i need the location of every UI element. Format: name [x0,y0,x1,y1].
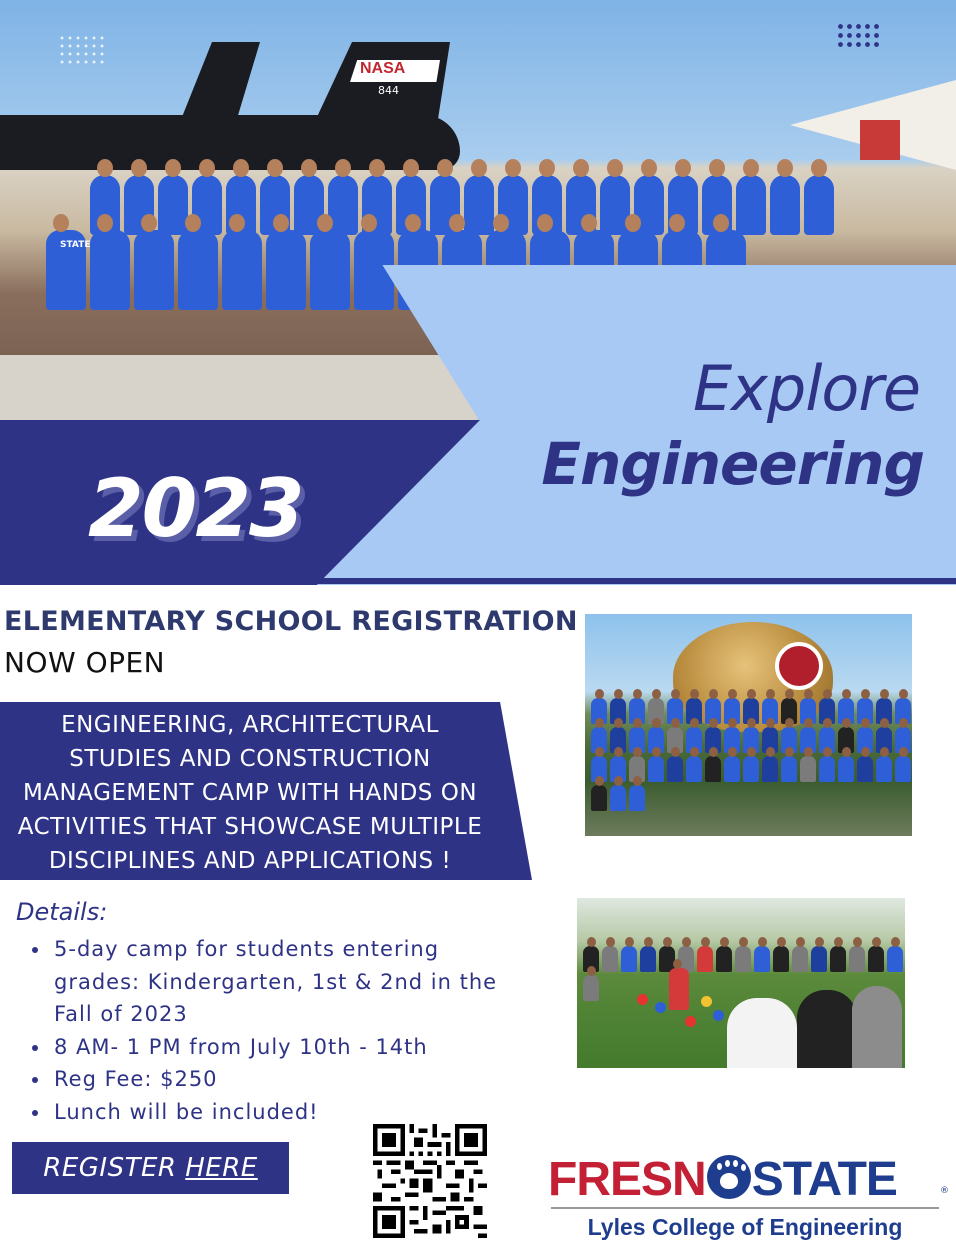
ball [637,994,648,1005]
register-here-link[interactable]: HERE [185,1153,258,1183]
nasa-text: NASA [360,60,406,77]
register-button[interactable] [12,1142,289,1194]
logo-divider [551,1207,939,1209]
details-item: Lunch will be included! [30,1096,510,1129]
registration-status: NOW OPEN [4,646,166,679]
outdoor-activity-photo [577,898,905,1068]
description-text [0,708,500,878]
student-foreground [852,986,902,1068]
description-line: MANAGEMENT CAMP WITH HANDS ON [22,780,478,806]
decorative-dots [836,22,882,48]
qr-code[interactable] [373,1124,487,1238]
crowd [591,698,911,811]
student-foreground [727,998,797,1068]
year-label: 2023 [88,462,303,555]
instructor [669,968,689,1010]
decorative-dots [58,34,104,64]
description-line: ENGINEERING, ARCHITECTURAL [61,712,439,738]
registration-heading: ELEMENTARY SCHOOL REGISTRATION [4,606,578,637]
details-item: 8 AM- 1 PM from July 10th - 14th [30,1031,510,1064]
details-title: Details: [16,898,108,926]
ball [713,1010,724,1021]
ball [685,1016,696,1027]
bulldog-paw-icon [707,1155,751,1199]
details-item: 5-day camp for students entering grades: Kindergarten, 1st & 2nd in the Fall of 2023 [30,933,510,1031]
group-photo-helmet [585,614,912,836]
title-engineering: Engineering [541,430,924,498]
ball [701,996,712,1007]
description-line: STUDIES AND CONSTRUCTION [69,746,431,772]
divider-rule [0,578,956,584]
registered-mark: ® [940,1186,949,1196]
register-label: REGISTER [43,1153,177,1183]
student-foreground [797,990,857,1068]
fresno-state-logo [548,1152,897,1207]
plane-number: 844 [378,84,399,97]
shirt-text: STATE [60,240,91,250]
crowd [583,946,903,1001]
logo-word-fresno: FRESN [548,1153,706,1206]
plane-tail-fin [180,42,260,122]
college-name: Lyles College of Engineering [587,1214,903,1240]
helmet-logo [775,642,823,690]
details-list [30,933,510,1128]
ball [655,1002,666,1013]
description-line: ACTIVITIES THAT SHOWCASE MULTIPLE [17,814,483,840]
details-item: Reg Fee: $250 [30,1063,510,1096]
jet-tail-marking [860,120,900,160]
title-explore: Explore [692,352,920,425]
logo-word-state: STATE [751,1153,897,1206]
description-line: DISCIPLINES AND APPLICATIONS ! [48,848,452,874]
